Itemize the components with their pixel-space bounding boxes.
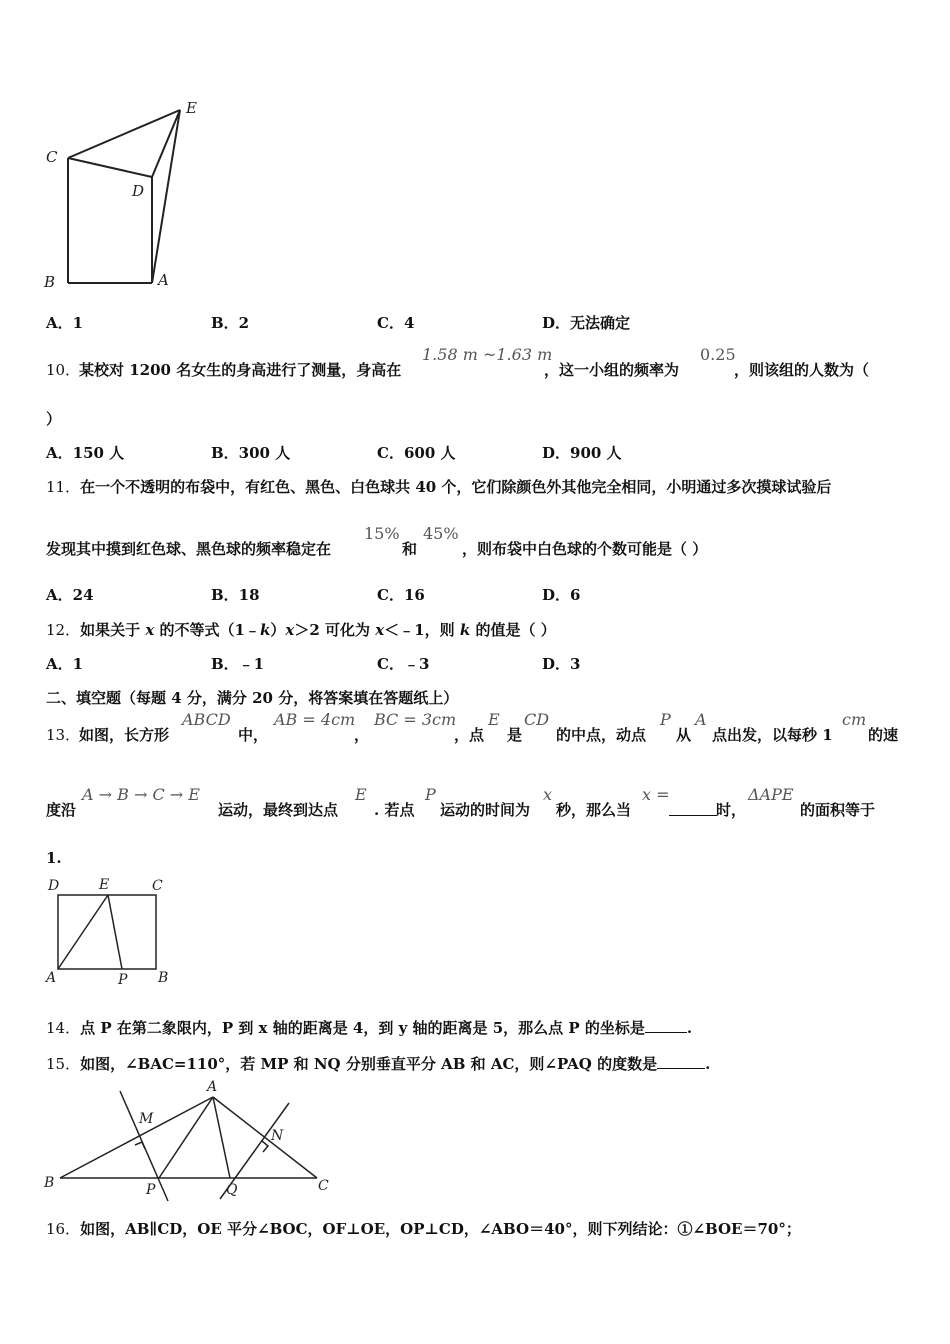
- q15-number: 15．: [46, 1055, 81, 1073]
- rectangle-abcd: [58, 895, 156, 969]
- q13-text-8: 点出发，以每秒 1: [712, 726, 833, 744]
- label-a: A: [46, 970, 57, 986]
- q12-line: [46, 619, 556, 640]
- q10-line1: [46, 345, 926, 385]
- label-a: A: [207, 1079, 218, 1095]
- q12-var-k2: k: [459, 621, 471, 639]
- label-b: B: [44, 273, 56, 291]
- q14-answer-blank: [645, 1018, 687, 1033]
- q10-option-d: D．900 人: [542, 444, 622, 462]
- q12-var-x1: x: [145, 621, 155, 639]
- q13-math-abcd: ABCD: [182, 710, 231, 729]
- q13-text-1: 如图，长方形: [79, 726, 170, 744]
- q9-option-c: C．4: [377, 314, 415, 332]
- q12-option-c: C．﹣3: [377, 655, 430, 673]
- label-a: A: [158, 271, 169, 289]
- q12-number: 12．: [46, 621, 81, 639]
- segment-cd: [68, 158, 152, 177]
- q14-text-2: .: [686, 1019, 693, 1037]
- q12-text-4: ＞2 可化为: [294, 621, 376, 639]
- q13-math-a: A: [695, 710, 707, 729]
- label-e: E: [186, 99, 197, 117]
- section-2-heading: 二、填空题（每题 4 分，满分 20 分，将答案填在答题纸上）: [46, 689, 459, 707]
- q10-text-1: 某校对 1200 名女生的身高进行了测量，身高在: [79, 361, 402, 379]
- q12-text-2: 的不等式（1﹣: [154, 621, 260, 639]
- q13-text-12: . 若点: [374, 801, 415, 819]
- q13-math-xeq: x =: [642, 785, 670, 804]
- q16-number: 16．: [46, 1220, 81, 1238]
- segment-ae: [152, 110, 180, 283]
- q16-line: [46, 1218, 801, 1239]
- q12-text-6: 的值是（ ）: [470, 621, 556, 639]
- q13-text-17: 1.: [46, 849, 62, 867]
- label-c: C: [318, 1178, 329, 1194]
- q10-number: 10．: [46, 361, 81, 379]
- q10-text-2: ，这一小组的频率为: [544, 361, 680, 379]
- q9-option-b: B．2: [211, 314, 250, 332]
- q12-var-k1: k: [259, 621, 271, 639]
- figure-q9: [40, 95, 210, 295]
- q12-option-d: D．3: [542, 655, 581, 673]
- q11-math-15: 15%: [364, 524, 400, 543]
- q13-math-p: P: [660, 710, 671, 729]
- q11-text-1: 在一个不透明的布袋中，有红色、黑色、白色球共 40 个，它们除颜色外其他完全相同，小明通过多次摸球试验后: [80, 478, 832, 496]
- q12-option-a: A．1: [46, 655, 84, 673]
- q14-line: [46, 1017, 692, 1038]
- q12-text-5: ＜﹣1，则: [384, 621, 460, 639]
- q10-math-freq: 0.25: [700, 345, 736, 364]
- q15-text-1: 如图，∠BAC=110°，若 MP 和 NQ 分别垂直平分 AB 和 AC，则∠PAQ 的度数是: [80, 1055, 658, 1073]
- q10-paren-close: ）: [46, 410, 62, 428]
- q13-text-5: 是: [507, 726, 523, 744]
- q10-text-3: ，则该组的人数为（: [734, 361, 870, 379]
- q12-var-x2: x: [285, 621, 295, 639]
- label-q: Q: [226, 1182, 238, 1198]
- q12-text-3: ）: [270, 621, 286, 639]
- label-m: M: [139, 1111, 154, 1127]
- q13-text-3: ，: [354, 726, 370, 744]
- label-p: P: [146, 1182, 156, 1198]
- q13-text-6: 的中点，动点: [556, 726, 647, 744]
- q10-math-range: 1.58 m ~1.63 m: [422, 345, 553, 364]
- q10-option-a: A．150 人: [46, 444, 125, 462]
- q13-answer-blank: [669, 801, 717, 816]
- label-c: C: [46, 148, 58, 166]
- q13-math-x: x: [543, 785, 553, 804]
- segment-ba: [60, 1097, 213, 1178]
- q11-text-3: 和: [402, 540, 418, 558]
- q12-option-b: B．﹣1: [211, 655, 265, 673]
- label-b: B: [158, 970, 169, 986]
- q15-answer-blank: [657, 1054, 705, 1069]
- q9-option-a: A．1: [46, 314, 84, 332]
- right-angle-n: [262, 1141, 268, 1152]
- q13-text-13: 运动的时间为: [440, 801, 531, 819]
- segment-ae: [58, 895, 108, 969]
- figure-q15: [40, 1075, 340, 1205]
- figure-q13: [40, 872, 180, 987]
- q12-text-1: 如果关于: [80, 621, 146, 639]
- q13-text-9: 的速: [868, 726, 899, 744]
- q14-number: 14．: [46, 1019, 81, 1037]
- label-c: C: [152, 878, 163, 894]
- label-n: N: [271, 1128, 284, 1144]
- q13-math-e2: E: [355, 785, 367, 804]
- label-d: D: [48, 878, 60, 894]
- q11-option-d: D．6: [542, 586, 581, 604]
- q13-math-cd: CD: [524, 710, 550, 729]
- q11-number: 11．: [46, 478, 81, 496]
- q13-text-14: 秒，那么当: [556, 801, 632, 819]
- segment-ep: [108, 895, 122, 969]
- segment-ap: [159, 1097, 213, 1178]
- q13-text-4: ，点: [454, 726, 485, 744]
- q11-math-45: 45%: [423, 524, 459, 543]
- label-d: D: [132, 182, 145, 200]
- q13-math-p2: P: [425, 785, 436, 804]
- q11-text-4: ，则布袋中白色球的个数可能是（ ）: [462, 540, 708, 558]
- q13-math-cm: cm: [842, 710, 867, 729]
- q11-option-a: A．24: [46, 586, 94, 604]
- q13-number: 13．: [46, 726, 81, 744]
- q13-math-bc: BC = 3cm: [374, 710, 457, 729]
- q16-text-1: 如图，AB∥CD，OE 平分∠BOC，OF⊥OE，OP⊥CD，∠ABO＝40°，则下列结论：①∠BOE＝70°；: [80, 1220, 801, 1238]
- q10-option-c: C．600 人: [377, 444, 456, 462]
- q13-line1: [46, 710, 926, 746]
- q13-math-path: A → B → C → E: [82, 785, 200, 804]
- label-e: E: [99, 877, 110, 893]
- q13-text-15: 时，: [716, 801, 747, 819]
- q15-line: [46, 1053, 710, 1074]
- q11-option-c: C．16: [377, 586, 425, 604]
- q13-text-2: 中，: [238, 726, 269, 744]
- q13-text-10: 度沿: [46, 801, 77, 819]
- q13-math-ab: AB = 4cm: [274, 710, 356, 729]
- q13-line2: [46, 785, 926, 821]
- q13-text-16: 的面积等于: [800, 801, 876, 819]
- q13-math-triangle: ΔAPE: [748, 785, 794, 804]
- q14-text-1: 点 P 在第二象限内，P 到 x 轴的距离是 4，到 y 轴的距离是 5，那么点 P 的坐标是: [80, 1019, 645, 1037]
- q12-var-x3: x: [375, 621, 385, 639]
- q11-text-2: 发现其中摸到红色球、黑色球的频率稳定在: [46, 540, 332, 558]
- q11-option-b: B．18: [211, 586, 260, 604]
- q9-option-d: D．无法确定: [542, 314, 631, 332]
- q11-line2: [46, 524, 926, 560]
- q15-text-2: .: [705, 1055, 711, 1073]
- q10-option-b: B．300 人: [211, 444, 291, 462]
- label-p: P: [118, 972, 128, 987]
- q11-line1: [46, 476, 831, 497]
- q13-text-11: 运动，最终到达点: [218, 801, 339, 819]
- label-b: B: [44, 1175, 55, 1191]
- q13-text-7: 从: [676, 726, 692, 744]
- q13-math-e: E: [488, 710, 500, 729]
